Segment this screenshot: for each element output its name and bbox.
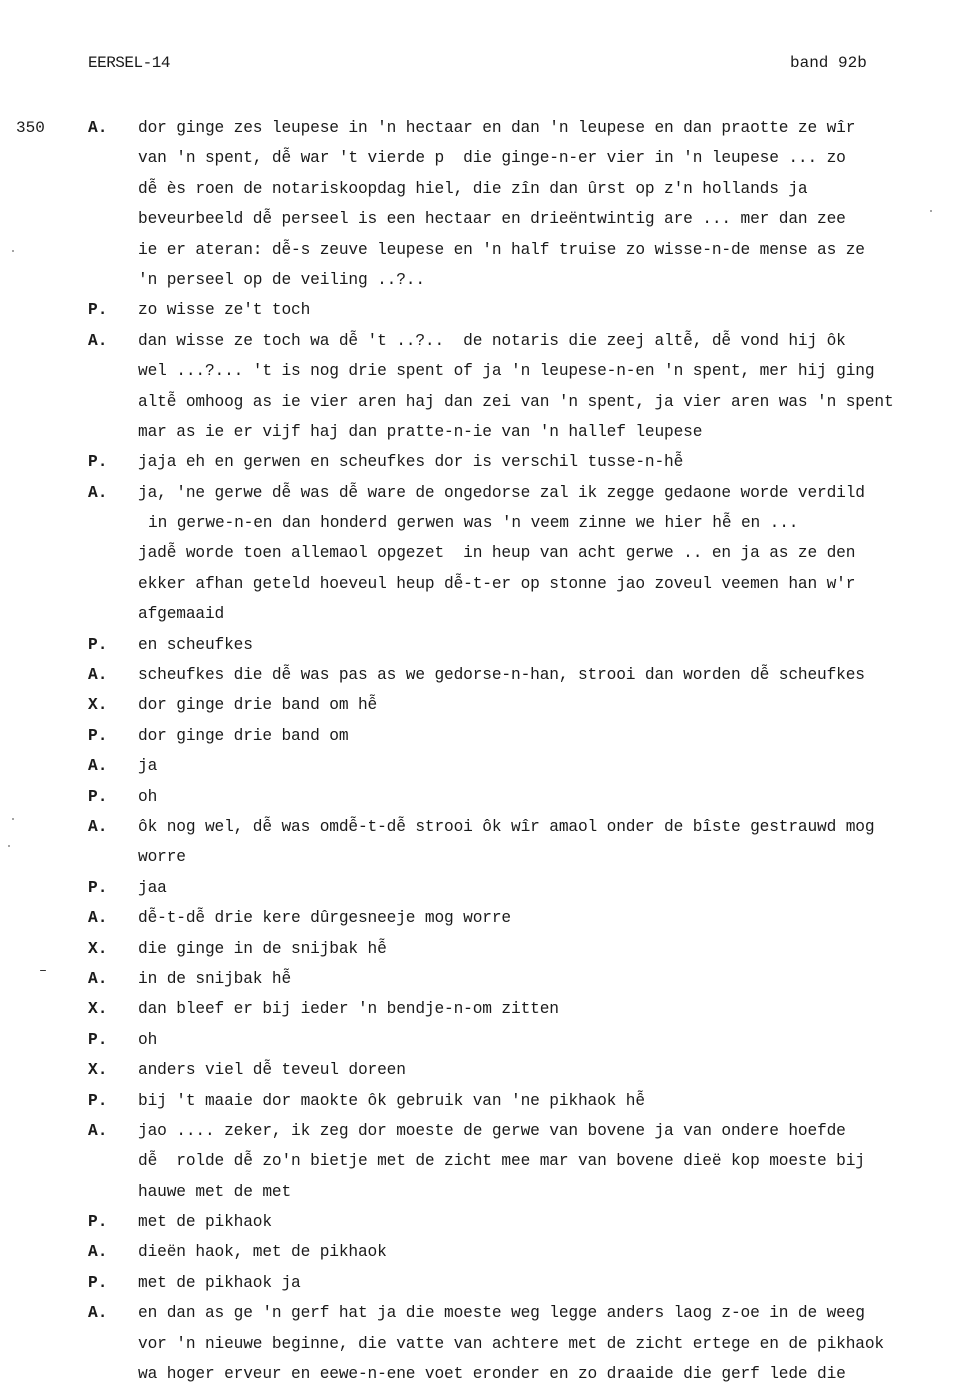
- speaker-label: A.: [88, 969, 108, 988]
- speaker-label: P.: [88, 1273, 108, 1292]
- utterance-text: mar as ie er vijf haj dan pratte-n-ie van 'n hallef leupese: [138, 422, 703, 441]
- speaker-label: A.: [88, 1121, 108, 1140]
- utterance-text: dan wisse ze toch wa dễ 't ..?.. de notaris die zeej altễ, dễ vond hij ôk: [138, 331, 846, 350]
- transcript-line: [0, 964, 966, 994]
- utterance-text: dor ginge drie band om: [138, 726, 349, 745]
- scan-speck: [8, 845, 10, 847]
- transcript-line: [0, 630, 966, 660]
- utterance-text: scheufkes die dễ was pas as we gedorse-n-han, strooi dan worden dễ scheufkes: [138, 666, 865, 685]
- transcript-line: [0, 599, 966, 629]
- utterance-text: in de snijbak hễ: [138, 969, 292, 988]
- transcript-line: [0, 1329, 966, 1359]
- utterance-text: ekker afhan geteld hoeveul heup dễ-t-er op stonne jao zoveul veemen han w'r: [138, 574, 856, 593]
- scan-dash: [40, 970, 46, 971]
- transcript-line: [0, 204, 966, 234]
- utterance-text: dễ ès roen de notariskoopdag hiel, die zîn dan ûrst op z'n hollands ja: [138, 179, 808, 198]
- transcript-line: [0, 721, 966, 751]
- utterance-text: dan bleef er bij ieder 'n bendje-n-om zitten: [138, 1000, 559, 1019]
- transcript-line: [0, 143, 966, 173]
- utterance-text: anders viel dễ teveul doreen: [138, 1061, 406, 1080]
- transcript-line: [0, 1086, 966, 1116]
- utterance-text: dor ginge zes leupese in 'n hectaar en dan 'n leupese en dan praotte ze wîr: [138, 119, 856, 137]
- transcript-line: [0, 174, 966, 204]
- utterance-text: ja, 'ne gerwe dễ was dễ ware de ongedorse zal ik zegge gedaone worde verdild: [138, 483, 865, 502]
- utterance-text: beveurbeeld dễ perseel is een hectaar en drieëntwintig are ... mer dan zee: [138, 210, 846, 229]
- utterance-text: in gerwe-n-en dan honderd gerwen was 'n veem zinne we hier hễ en ...: [148, 514, 799, 533]
- utterance-text: dễ rolde dễ zo'n bietje met de zicht mee mar van bovene dieë kop moeste bij: [138, 1152, 865, 1171]
- transcript-line: [0, 1237, 966, 1267]
- utterance-text: worre: [138, 848, 186, 867]
- transcript-line: [0, 538, 966, 568]
- speaker-label: X.: [88, 1000, 108, 1019]
- utterance-text: van 'n spent, dễ war 't vierde p die ginge-n-er vier in 'n leupese ... zo: [138, 149, 846, 168]
- utterance-text: jaja eh en gerwen en scheufkes dor is verschil tusse-n-hễ: [138, 453, 684, 472]
- utterance-text: wel ...?... 't is nog drie spent of ja 'n leupese-n-en 'n spent, mer hij ging: [138, 362, 875, 381]
- transcript-line: [0, 873, 966, 903]
- transcript-line: [0, 113, 966, 143]
- speaker-label: P.: [88, 878, 108, 897]
- transcript-line: [0, 569, 966, 599]
- speaker-label: P.: [88, 1030, 108, 1049]
- scan-speck: [12, 250, 14, 252]
- speaker-label: A.: [88, 331, 108, 350]
- transcript-line: [0, 934, 966, 964]
- utterance-text: met de pikhaok: [138, 1213, 272, 1232]
- transcript-line: [0, 1207, 966, 1237]
- transcript-line: [0, 356, 966, 386]
- transcript-line: [0, 387, 966, 417]
- transcript-line: [0, 326, 966, 356]
- transcript-line: [0, 690, 966, 720]
- speaker-label: A.: [88, 119, 108, 137]
- scan-speck: [930, 210, 932, 212]
- speaker-label: P.: [88, 1213, 108, 1232]
- tape-label: band 92b: [790, 54, 867, 72]
- utterance-text: en dan as ge 'n gerf hat ja die moeste weg legge anders laog z-oe in de weeg: [138, 1304, 865, 1323]
- utterance-text: met de pikhaok ja: [138, 1273, 301, 1292]
- utterance-text: zo wisse ze't toch: [138, 301, 311, 320]
- transcript-line: [0, 842, 966, 872]
- utterance-text: ie er ateran: dễ-s zeuve leupese en 'n half truise zo wisse-n-de mense as ze: [138, 240, 865, 259]
- utterance-text: oh: [138, 787, 158, 806]
- utterance-text: ja: [138, 757, 158, 776]
- transcript-line: [0, 265, 966, 295]
- document-id: EERSEL-14: [88, 54, 170, 72]
- transcript-line: [0, 1025, 966, 1055]
- utterance-text: afgemaaid: [138, 605, 225, 624]
- utterance-text: jao .... zeker, ik zeg dor moeste de gerwe van bovene ja van ondere hoefde: [138, 1121, 846, 1140]
- transcript-line: [0, 508, 966, 538]
- speaker-label: A.: [88, 483, 108, 502]
- scan-speck: [12, 818, 14, 820]
- speaker-label: P.: [88, 787, 108, 806]
- speaker-label: A.: [88, 1243, 108, 1262]
- transcript-line: [0, 1359, 966, 1389]
- transcript-line: [0, 235, 966, 265]
- transcript-line: [0, 1177, 966, 1207]
- utterance-text: en scheufkes: [138, 635, 253, 654]
- transcript-line: [0, 295, 966, 325]
- utterance-text: bij 't maaie dor maokte ôk gebruik van 'ne pikhaok hễ: [138, 1091, 645, 1110]
- utterance-text: altễ omhoog as ie vier aren haj dan zei van 'n spent, ja vier aren was 'n spent: [138, 392, 894, 411]
- utterance-text: 'n perseel op de veiling ..?..: [138, 270, 425, 289]
- speaker-label: X.: [88, 1061, 108, 1080]
- transcript-line: [0, 1055, 966, 1085]
- utterance-text: jadễ worde toen allemaol opgezet in heup van acht gerwe .. en ja as ze den: [138, 544, 856, 563]
- transcript-line: [0, 1116, 966, 1146]
- utterance-text: ôk nog wel, dễ was omdễ-t-dễ strooi ôk wîr amaol onder de bîste gestrauwd mog: [138, 817, 875, 836]
- speaker-label: X.: [88, 696, 108, 715]
- utterance-text: dieën haok, met de pikhaok: [138, 1243, 387, 1262]
- speaker-label: P.: [88, 635, 108, 654]
- transcript-line: [0, 994, 966, 1024]
- transcript-line: [0, 812, 966, 842]
- transcript-body: [0, 113, 966, 1389]
- speaker-label: A.: [88, 666, 108, 685]
- transcript-line: [0, 903, 966, 933]
- utterance-text: wa hoger erveur en eewe-n-ene voet eronder en zo draaide die gerf lede die: [138, 1365, 846, 1384]
- speaker-label: A.: [88, 817, 108, 836]
- transcript-line: [0, 1268, 966, 1298]
- transcript-line: [0, 660, 966, 690]
- speaker-label: P.: [88, 726, 108, 745]
- speaker-label: P.: [88, 301, 108, 320]
- transcript-line: [0, 1298, 966, 1328]
- utterance-text: dor ginge drie band om hễ: [138, 696, 378, 715]
- line-number-marker: 350: [16, 119, 45, 137]
- utterance-text: hauwe met de met: [138, 1182, 292, 1201]
- utterance-text: jaa: [138, 878, 167, 897]
- transcript-line: [0, 751, 966, 781]
- transcript-line: [0, 417, 966, 447]
- speaker-label: A.: [88, 757, 108, 776]
- speaker-label: A.: [88, 1304, 108, 1323]
- utterance-text: vor 'n nieuwe beginne, die vatte van achtere met de zicht ertege en de pikhaok: [138, 1334, 884, 1353]
- utterance-text: die ginge in de snijbak hễ: [138, 939, 387, 958]
- utterance-text: dễ-t-dễ drie kere dûrgesneeje mog worre: [138, 909, 511, 928]
- transcript-line: [0, 447, 966, 477]
- transcript-line: [0, 478, 966, 508]
- transcript-line: [0, 1146, 966, 1176]
- speaker-label: X.: [88, 939, 108, 958]
- speaker-label: A.: [88, 909, 108, 928]
- speaker-label: P.: [88, 1091, 108, 1110]
- utterance-text: oh: [138, 1030, 158, 1049]
- speaker-label: P.: [88, 453, 108, 472]
- transcript-line: [0, 782, 966, 812]
